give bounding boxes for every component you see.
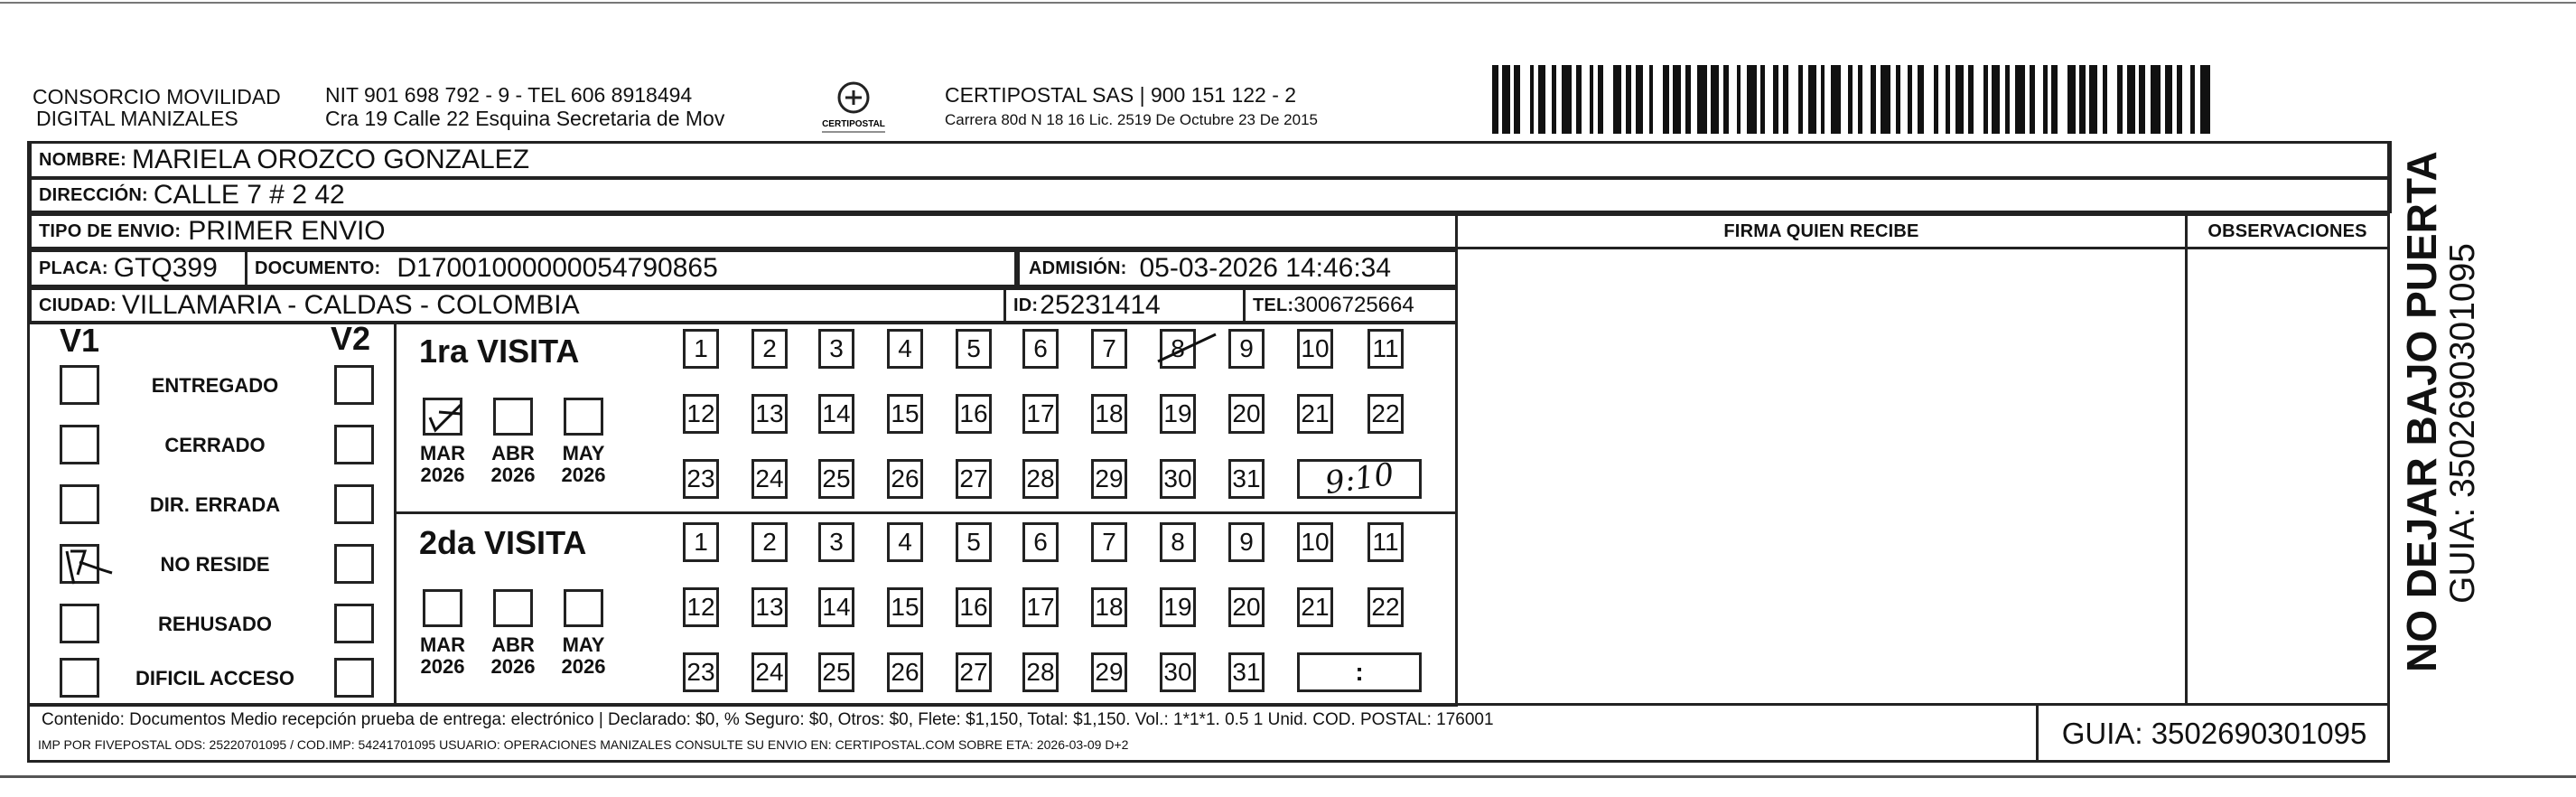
visit1-title: 1ra VISITA — [419, 333, 580, 370]
v1-day-12[interactable]: 12 — [683, 394, 719, 434]
v2-day-14[interactable]: 14 — [818, 587, 854, 627]
v2-day-22[interactable]: 22 — [1367, 587, 1404, 627]
ciudad-label: CIUDAD: — [39, 295, 117, 315]
v1-day-20[interactable]: 20 — [1228, 394, 1265, 434]
barcode — [1492, 65, 2215, 134]
company-name-line2: DIGITAL MANIZALES — [36, 107, 238, 130]
v1-day-18[interactable]: 18 — [1091, 394, 1127, 434]
v1-day-16[interactable]: 16 — [956, 394, 992, 434]
v2-day-1[interactable]: 1 — [683, 522, 719, 562]
v2-day-24[interactable]: 24 — [751, 652, 788, 692]
v1-checkbox-entregado[interactable] — [60, 365, 99, 405]
v2-day-16[interactable]: 16 — [956, 587, 992, 627]
v2-day-23[interactable]: 23 — [683, 652, 719, 692]
visit1-time: 9:10 — [1322, 455, 1396, 502]
status-divider — [394, 322, 397, 707]
visit2-time: : — [1355, 658, 1364, 686]
v2-day-3[interactable]: 3 — [818, 522, 854, 562]
v2-month-year-abr: 2026 — [490, 655, 536, 678]
v2-month-label-may: MAY — [562, 633, 605, 656]
v1-day-19[interactable]: 19 — [1160, 394, 1196, 434]
placa-cell — [29, 249, 247, 287]
placa-label: PLACA: — [39, 258, 108, 278]
v1-day-3[interactable]: 3 — [818, 329, 854, 369]
v2-checkbox-dificil-acceso[interactable] — [334, 658, 374, 698]
v1-checkbox-cerrado[interactable] — [60, 425, 99, 464]
observaciones-left-border — [2185, 213, 2188, 703]
v1-month-year-mar: 2026 — [420, 464, 465, 486]
placa-value: GTQ399 — [113, 253, 218, 283]
documento-label: DOCUMENTO: — [255, 258, 381, 278]
tipo-label: TIPO DE ENVIO: — [39, 220, 182, 241]
v1-day-5[interactable]: 5 — [956, 329, 992, 369]
v2-day-27[interactable]: 27 — [956, 652, 992, 692]
v2-day-7[interactable]: 7 — [1091, 522, 1127, 562]
v2-day-13[interactable]: 13 — [751, 587, 788, 627]
v1-day-6[interactable]: 6 — [1022, 329, 1059, 369]
id-label: ID: — [1013, 295, 1039, 315]
company-name-line1: CONSORCIO MOVILIDAD — [33, 85, 281, 108]
v2-month-label-abr: ABR — [491, 633, 535, 656]
courier-line: CERTIPOSTAL SAS | 900 151 122 - 2 — [945, 83, 1297, 107]
v2-day-9[interactable]: 9 — [1228, 522, 1265, 562]
v1-label: V1 — [60, 322, 100, 359]
v1-day-10[interactable]: 10 — [1297, 329, 1333, 369]
status-label-entregado: ENTREGADO — [151, 374, 279, 397]
v1-day-23[interactable]: 23 — [683, 459, 719, 499]
no-reside-handwritten-mark — [54, 539, 135, 589]
nombre-value: MARIELA OROZCO GONZALEZ — [131, 145, 530, 174]
v1-checkbox-rehusado[interactable] — [60, 604, 99, 643]
v2-day-2[interactable]: 2 — [751, 522, 788, 562]
v1-day-28[interactable]: 28 — [1022, 459, 1059, 499]
v1-mar-check-mark — [421, 394, 475, 437]
footer-contenido: Contenido: Documentos Medio recepción prueba de entrega: electrónico | Declarado: $0, % Seguro: $0, Otros: $0, Flete: $1,150, Total: $1,150. Vol.: 1*1*1. 0.5 1 Unid. COD. POSTAL: 176001 — [42, 710, 1494, 729]
v2-day-19[interactable]: 19 — [1160, 587, 1196, 627]
status-label-rehusado: REHUSADO — [158, 613, 272, 635]
visit2-title: 2da VISITA — [419, 524, 587, 561]
v2-month-year-mar: 2026 — [420, 655, 465, 678]
row-nombre — [29, 141, 2392, 179]
documento-value: D17001000000054790865 — [397, 253, 718, 283]
v2-day-26[interactable]: 26 — [887, 652, 923, 692]
v1-month-label-abr: ABR — [491, 442, 535, 464]
v1-day-14[interactable]: 14 — [818, 394, 854, 434]
admision-label: ADMISIÓN: — [1029, 258, 1127, 278]
v1-day-8[interactable]: 8 — [1160, 329, 1196, 369]
v1-day-25[interactable]: 25 — [818, 459, 854, 499]
courier-address: Carrera 80d N 18 16 Lic. 2519 De Octubre 23 De 2015 — [945, 111, 1318, 128]
address-line: Cra 19 Calle 22 Esquina Secretaria de Mov — [325, 107, 725, 130]
direccion-value: CALLE 7 # 2 42 — [153, 180, 345, 210]
nombre-label: NOMBRE: — [39, 149, 126, 170]
side-warning: NO DEJAR BAJO PUERTA — [2398, 151, 2445, 672]
nit-line: NIT 901 698 792 - 9 - TEL 606 8918494 — [325, 83, 693, 107]
v2-month-box-abr[interactable] — [493, 589, 533, 627]
v2-day-28[interactable]: 28 — [1022, 652, 1059, 692]
v1-month-box-may[interactable] — [564, 398, 603, 436]
v1-day-13[interactable]: 13 — [751, 394, 788, 434]
visit-divider — [394, 511, 1458, 514]
tel-label: TEL: — [1253, 295, 1294, 315]
v2-day-5[interactable]: 5 — [956, 522, 992, 562]
v2-day-20[interactable]: 20 — [1228, 587, 1265, 627]
v1-day-24[interactable]: 24 — [751, 459, 788, 499]
v1-day-29[interactable]: 29 — [1091, 459, 1127, 499]
v1-day-30[interactable]: 30 — [1160, 459, 1196, 499]
v2-month-year-may: 2026 — [561, 655, 606, 678]
v2-day-12[interactable]: 12 — [683, 587, 719, 627]
v1-month-year-may: 2026 — [561, 464, 606, 486]
v2-day-31[interactable]: 31 — [1228, 652, 1265, 692]
v1-day-26[interactable]: 26 — [887, 459, 923, 499]
status-label-dificil-acceso: DIFICIL ACCESO — [135, 667, 294, 689]
tel-cell — [1243, 287, 1458, 323]
status-label-cerrado: CERRADO — [164, 434, 266, 456]
v1-day-4[interactable]: 4 — [887, 329, 923, 369]
v1-day-9[interactable]: 9 — [1228, 329, 1265, 369]
row-direccion — [29, 177, 2392, 213]
v1-month-box-abr[interactable] — [493, 398, 533, 436]
v2-day-29[interactable]: 29 — [1091, 652, 1127, 692]
v2-day-30[interactable]: 30 — [1160, 652, 1196, 692]
v2-checkbox-dir-errada[interactable] — [334, 484, 374, 524]
certipostal-logo — [813, 78, 894, 137]
v2-checkbox-entregado[interactable] — [334, 365, 374, 405]
v2-day-4[interactable]: 4 — [887, 522, 923, 562]
v1-month-year-abr: 2026 — [490, 464, 536, 486]
v2-day-10[interactable]: 10 — [1297, 522, 1333, 562]
ciudad-cell — [29, 287, 1006, 323]
v1-month-label-mar: MAR — [419, 442, 466, 464]
tipo-value: PRIMER ENVIO — [188, 216, 386, 246]
admision-cell — [1017, 249, 1458, 287]
v2-day-21[interactable]: 21 — [1297, 587, 1333, 627]
v1-day-15[interactable]: 15 — [887, 394, 923, 434]
v1-day-27[interactable]: 27 — [956, 459, 992, 499]
v2-checkbox-no-reside[interactable] — [334, 544, 374, 584]
bottom-edge-line — [0, 775, 2576, 778]
v1-day-31[interactable]: 31 — [1228, 459, 1265, 499]
v2-month-box-may[interactable] — [564, 589, 603, 627]
direccion-label: DIRECCIÓN: — [39, 184, 148, 205]
v1-day-2[interactable]: 2 — [751, 329, 788, 369]
v1-day-17[interactable]: 17 — [1022, 394, 1059, 434]
v1-day-8-handwritten-mark — [1153, 325, 1221, 372]
v1-day-21[interactable]: 21 — [1297, 394, 1333, 434]
v1-day-11[interactable]: 11 — [1367, 329, 1404, 369]
v1-day-7[interactable]: 7 — [1091, 329, 1127, 369]
v2-day-25[interactable]: 25 — [818, 652, 854, 692]
id-cell — [1003, 287, 1246, 323]
v2-label: V2 — [331, 320, 371, 357]
v2-day-11[interactable]: 11 — [1367, 522, 1404, 562]
status-label-dir-errada: DIR. ERRADA — [149, 493, 281, 516]
top-edge-line — [0, 2, 2576, 4]
v2-month-box-mar[interactable] — [423, 589, 462, 627]
v1-checkbox-dir-errada[interactable] — [60, 484, 99, 524]
v2-day-15[interactable]: 15 — [887, 587, 923, 627]
status-label-no-reside: NO RESIDE — [160, 553, 270, 576]
v1-day-1[interactable]: 1 — [683, 329, 719, 369]
observaciones-header: OBSERVACIONES — [2185, 213, 2390, 249]
tel-value: 3006725664 — [1293, 293, 1414, 317]
firma-header: FIRMA QUIEN RECIBE — [1455, 213, 2188, 249]
v2-day-18[interactable]: 18 — [1091, 587, 1127, 627]
logo-text: CERTIPOSTAL — [822, 119, 885, 129]
visit2-time-box[interactable] — [1297, 652, 1422, 692]
v2-day-17[interactable]: 17 — [1022, 587, 1059, 627]
side-guia: GUIA: 3502690301095 — [2443, 243, 2482, 604]
admision-value: 05-03-2026 14:46:34 — [1139, 253, 1392, 283]
v2-checkbox-cerrado[interactable] — [334, 425, 374, 464]
v2-checkbox-rehusado[interactable] — [334, 604, 374, 643]
ciudad-value: VILLAMARIA - CALDAS - COLOMBIA — [121, 290, 580, 320]
v2-day-8[interactable]: 8 — [1160, 522, 1196, 562]
row-tipo-envio — [29, 213, 1458, 249]
v2-month-label-mar: MAR — [419, 633, 466, 656]
v1-checkbox-dificil-acceso[interactable] — [60, 658, 99, 698]
id-value: 25231414 — [1040, 290, 1161, 320]
v1-day-22[interactable]: 22 — [1367, 394, 1404, 434]
documento-cell — [245, 249, 1017, 287]
footer-imp-line: IMP POR FIVEPOSTAL ODS: 25220701095 / COD.IMP: 54241701095 USUARIO: OPERACIONES MANIZALES CONSULTE SU ENVIO EN: CERTIPOSTAL.COM SOBRE ETA: 2026-03-09 D+2 — [38, 737, 1129, 752]
v1-month-label-may: MAY — [562, 442, 605, 464]
visit1-time-box[interactable] — [1297, 455, 1422, 502]
footer-guia: GUIA: 3502690301095 — [2036, 705, 2390, 763]
v2-day-6[interactable]: 6 — [1022, 522, 1059, 562]
